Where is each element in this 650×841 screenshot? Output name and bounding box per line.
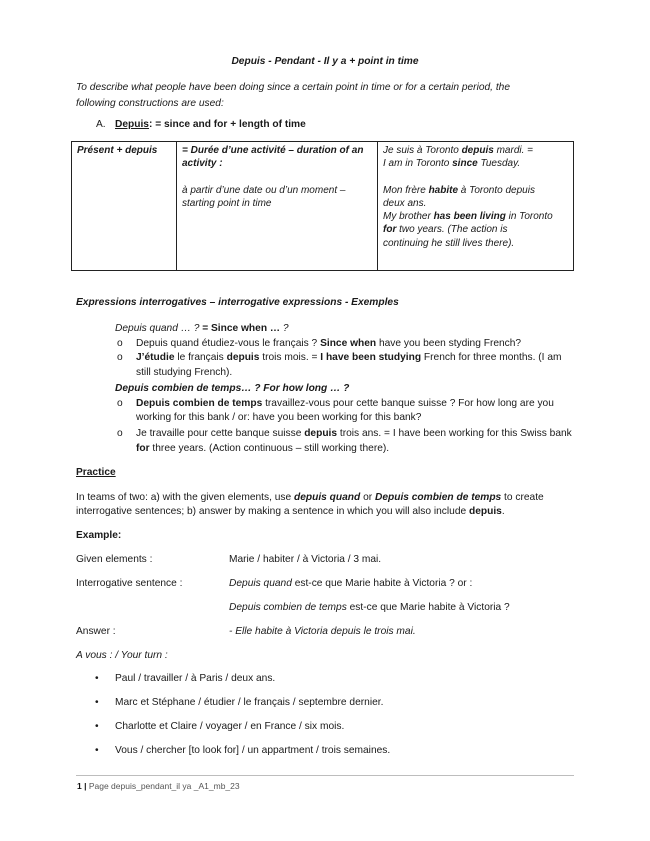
your-turn-heading: A vous : / Your turn :	[76, 650, 168, 661]
practice-heading: Practice	[76, 467, 116, 478]
example-line-5: My brother has been living in Toronto	[383, 211, 553, 223]
intro-line-2: following constructions are used:	[76, 98, 224, 109]
expressions-heading: Expressions interrogatives – interrogative expressions - Exemples	[76, 297, 399, 308]
table-cell-meaning	[177, 142, 378, 271]
section-a-word: Depuis	[115, 119, 149, 130]
intro-line-1: To describe what people have been doing since a certain point in time or for a certain period, the	[76, 82, 510, 93]
section-a-letter: A.	[96, 119, 106, 130]
meaning-line-2: activity :	[182, 158, 223, 170]
example-1: Depuis quand étudiez-vous le français ? Since when have you been styding French?	[136, 338, 522, 349]
example-label: Example:	[76, 530, 122, 541]
given-elements-value: Marie / habiter / à Victoria / 3 mai.	[229, 554, 382, 565]
interrogative-value-1: Depuis quand est-ce que Marie habite à Victoria ? or :	[229, 578, 473, 589]
page-title: Depuis - Pendant - Il y a + point in time	[231, 56, 419, 67]
bullet-o-3: o	[117, 398, 123, 409]
example-line-6: for two years. (The action is	[383, 224, 508, 236]
practice-line-2: interrogative sentences; b) answer by making a sentence in which you will also include depuis.	[76, 506, 505, 517]
section-a-rest: : = since and for + length of time	[148, 119, 306, 130]
page-number: 1	[77, 781, 82, 791]
meaning-line-3: à partir d’une date ou d’un moment –	[182, 184, 346, 196]
footer-divider	[76, 775, 574, 776]
page-footer: 1 | Page depuis_pendant_il ya _A1_mb_23	[77, 781, 240, 791]
example-3-line-1: Depuis combien de temps travaillez-vous pour cette banque suisse ? For how long are you	[136, 398, 554, 409]
example-3-line-2: working for this bank / or: have you been working for this bank?	[136, 412, 422, 423]
section-a-heading	[115, 118, 306, 131]
answer-label: Answer :	[76, 626, 116, 637]
exercise-item-3: Charlotte et Claire / voyager / en France / six mois.	[115, 721, 345, 732]
combien-line: Depuis combien de temps… ? For how long … ?	[115, 383, 350, 394]
example-4-line-2: for three years. (Action continuous – still working there).	[136, 443, 390, 454]
structure-label: Présent + depuis	[77, 145, 158, 156]
meaning-line-4: starting point in time	[182, 197, 272, 209]
bullet-o-4: o	[117, 428, 123, 439]
interrogative-value-2: Depuis combien de temps est-ce que Marie habite à Victoria ?	[229, 602, 510, 613]
meaning-line-1: = Durée d’une activité – duration of an	[182, 145, 364, 156]
example-line-3: Mon frère habite à Toronto depuis	[383, 184, 535, 196]
exercise-item-2: Marc et Stéphane / étudier / le français / septembre dernier.	[115, 697, 384, 708]
bullet-dot-4: •	[95, 745, 99, 756]
bullet-dot-1: •	[95, 673, 99, 684]
grammar-table	[71, 141, 574, 271]
interrogative-label: Interrogative sentence :	[76, 578, 183, 589]
example-4-line-1: Je travaille pour cette banque suisse depuis trois ans. = I have been working for this Swiss bank	[136, 428, 572, 439]
bullet-o-2: o	[117, 352, 123, 363]
table-cell-examples	[378, 142, 574, 271]
answer-value: - Elle habite à Victoria depuis le trois mai.	[229, 626, 416, 637]
example-line-2: I am in Toronto since Tuesday.	[383, 158, 521, 170]
bullet-dot-3: •	[95, 721, 99, 732]
bullet-o-1: o	[117, 338, 123, 349]
practice-line-1: In teams of two: a) with the given elements, use depuis quand or Depuis combien de temps to create	[76, 492, 544, 503]
example-line-7: continuing he still lives there).	[383, 237, 515, 249]
exercise-item-1: Paul / travailler / à Paris / deux ans.	[115, 673, 276, 684]
depuis-quand-line: Depuis quand … ? = Since when … ?	[115, 323, 289, 334]
example-line-1: Je suis à Toronto depuis mardi. =	[383, 145, 533, 156]
example-2-line-2: still studying French).	[136, 367, 233, 378]
example-2-line-1: J’étudie le français depuis trois mois. = I have been studying French for three months. (I am	[136, 352, 562, 363]
table-cell-structure	[72, 142, 177, 271]
given-elements-label: Given elements :	[76, 554, 153, 565]
exercise-item-4: Vous / chercher [to look for] / un appartment / trois semaines.	[115, 745, 391, 756]
footer-label: Page depuis_pendant_il ya _A1_mb_23	[88, 781, 240, 791]
bullet-dot-2: •	[95, 697, 99, 708]
example-line-4: deux ans.	[383, 197, 427, 209]
